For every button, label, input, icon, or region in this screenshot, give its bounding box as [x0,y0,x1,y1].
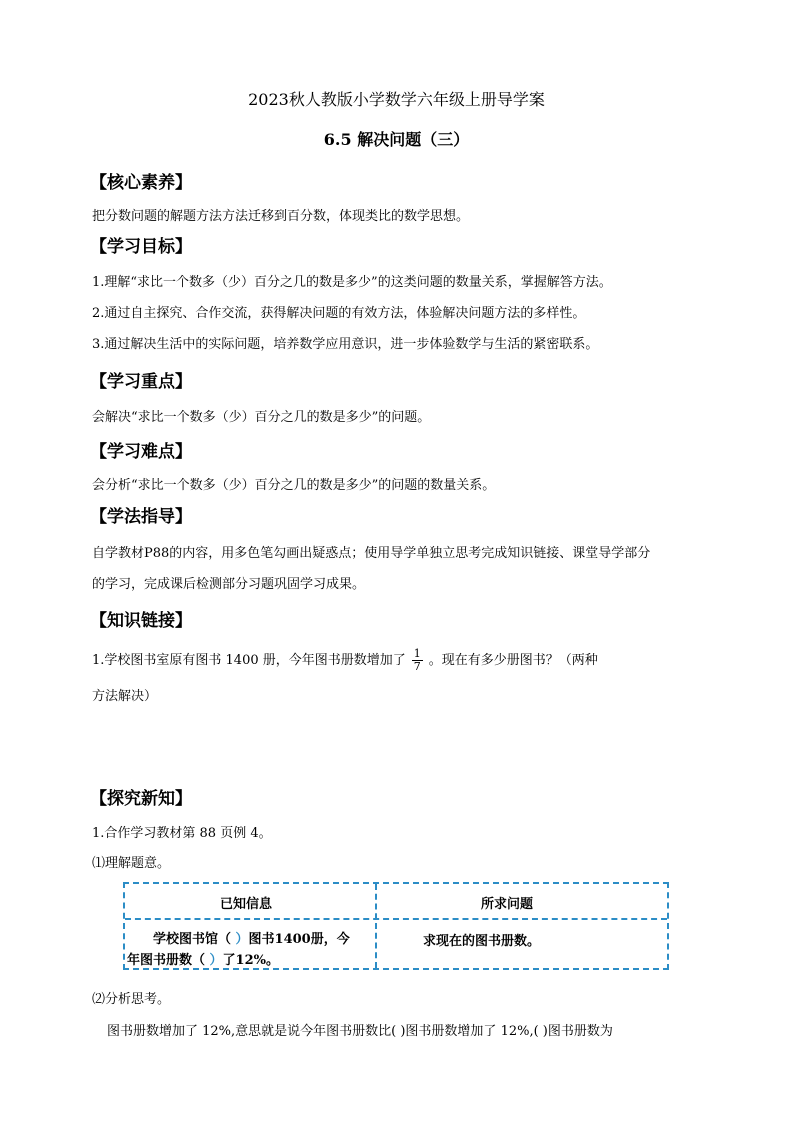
link-question-text: 1.学校图书室原有图书 1400 册，今年图书册数增加了 [92,653,406,668]
heading-explore: 【探究新知】 [90,789,192,809]
link-question-1-line2: 方法解决） [92,689,158,704]
table-header-question: 所求问题 [481,897,534,912]
document-title: 2023秋人教版小学数学六年级上册导学案 [248,90,545,109]
answer-blank[interactable]: ） [231,932,249,947]
lesson-title: 6.5 解决问题（三） [323,130,470,149]
fraction-denominator: 7 [413,660,421,673]
key-text: 会解决“求比一个数多（少）百分之几的数是多少”的问题。 [92,410,431,425]
heading-goals: 【学习目标】 [90,237,192,257]
heading-link: 【知识链接】 [90,611,192,631]
explore-sub-2: ⑵分析思考。 [92,992,171,1007]
heading-method: 【学法指导】 [90,507,192,527]
known-info-text: 学校图书馆（ [153,932,232,947]
goal-item-2: 2.通过自主探究、合作交流，获得解决问题的有效方法，体验解决问题方法的多样性。 [92,306,586,321]
known-info-line2 [127,949,279,968]
known-info-text: 年图书册数（ [127,953,206,968]
explore-item-1: 1.合作学习教材第 88 页例 4。 [92,826,272,841]
question-text: 求现在的图书册数。 [423,934,541,949]
link-question-1 [92,648,598,673]
core-text: 把分数问题的解题方法方法迁移到百分数，体现类比的数学思想。 [92,209,470,224]
method-text-line2: 的学习，完成课后检测部分习题巩固学习成果。 [92,577,366,592]
analysis-text: 图书册数增加了 12%,意思就是说今年图书册数比( )图书册数增加了 12%,( )图书册数为 [107,1024,613,1039]
method-text-line1: 自学教材P88的内容，用多色笔勾画出疑惑点；使用导学单独立思考完成知识链接、课堂导学部分 [92,546,651,561]
fraction-numerator: 1 [413,647,421,660]
info-table [123,882,669,970]
known-info-text: 图书1400册，今 [248,932,350,947]
link-question-text-after: 。现在有多少册图书？（两种 [428,653,598,668]
explore-sub-1: ⑴理解题意。 [92,856,171,871]
table-header-known: 已知信息 [220,897,273,912]
goal-item-3: 3.通过解决生活中的实际问题，培养数学应用意识，进一步体验数学与生活的紧密联系。 [92,337,599,352]
table-divider-vertical [375,884,377,968]
heading-difficulty: 【学习难点】 [90,442,192,462]
answer-blank[interactable]: ） [205,953,223,968]
goal-item-1: 1.理解“求比一个数多（少）百分之几的数是多少”的这类问题的数量关系，掌握解答方法。 [92,275,612,290]
difficulty-text: 会分析“求比一个数多（少）百分之几的数是多少”的问题的数量关系。 [92,478,496,493]
heading-key: 【学习重点】 [90,372,192,392]
fraction [412,648,423,673]
table-divider-horizontal [125,918,667,920]
known-info-line1 [153,928,350,947]
known-info-text: 了12%。 [222,953,279,968]
heading-core: 【核心素养】 [90,173,192,193]
